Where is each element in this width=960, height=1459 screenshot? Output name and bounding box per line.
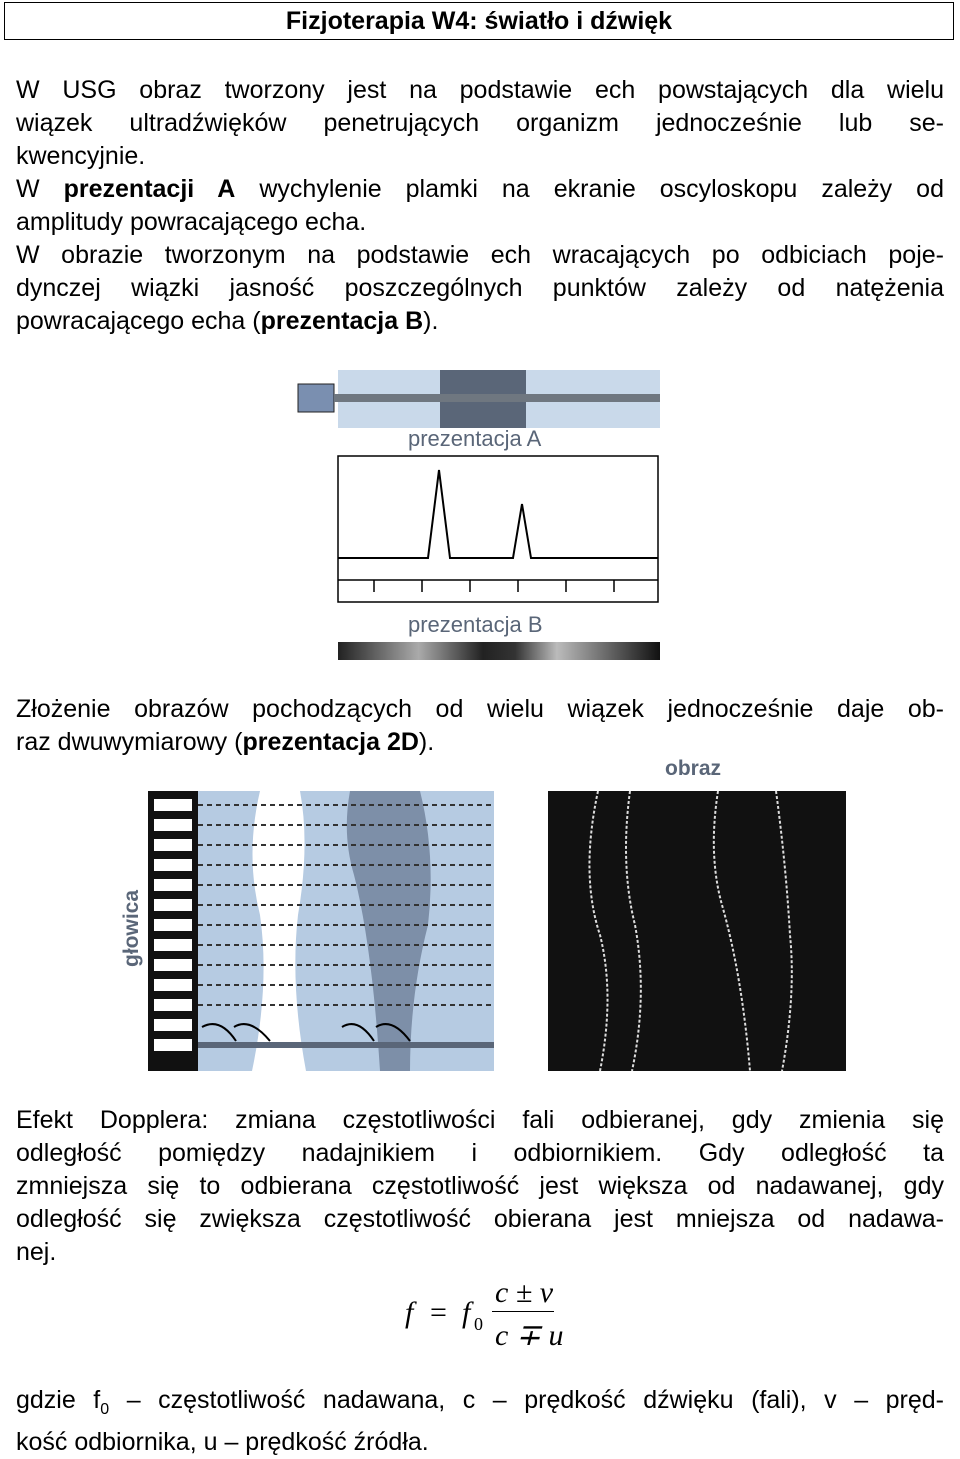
doppler-formula (400, 1276, 600, 1366)
beam-line (334, 394, 660, 402)
b-mode-bar (338, 642, 660, 660)
formula-equals: = (430, 1296, 447, 1329)
text-line (16, 173, 944, 206)
text-line: odległość pomiędzy nadajnikiem i odbiornikiem. Gdy odległość ta (16, 1139, 944, 1167)
image-display (548, 791, 846, 1071)
formula-numerator: c ± v (495, 1276, 554, 1309)
text-line (16, 1384, 944, 1426)
text-line: Złożenie obrazów pochodzących od wielu wiązek jednocześnie daje ob- (16, 695, 944, 723)
text-line: W USG obraz tworzony jest na podstawie ech powstających dla wielu (16, 76, 944, 104)
a-mode-trace (338, 470, 658, 558)
tissue-area (148, 791, 494, 1071)
label-prezentacja-a: prezentacja A (408, 426, 542, 451)
bold-term: prezentacja B (260, 307, 424, 335)
axis-ticks (374, 580, 614, 592)
text-line: zmniejsza się to odbierana częstotliwość jest większa od nadawanej, gdy (16, 1172, 944, 1200)
paragraph-2d (16, 693, 944, 759)
text-line: nej. (16, 1238, 57, 1266)
text-fragment: – częstotliwość nadawana, c – prędkość dźwięku (fali), v – pręd- (109, 1386, 944, 1414)
text-fragment: gdzie f (16, 1386, 101, 1414)
label-obraz: obraz (665, 757, 722, 780)
formula-lhs: f (405, 1296, 414, 1329)
text-line: kość odbiornika, u – prędkość źródła. (16, 1428, 429, 1456)
text-fragment: powracającego echa ( (16, 307, 261, 335)
formula-f0: f (462, 1296, 471, 1329)
paragraph-usg (16, 74, 944, 338)
page-title (4, 2, 954, 40)
text-fragment: ). (418, 728, 435, 756)
label-glowica: głowica (120, 889, 143, 967)
title-text: Fizjoterapia W4: światło i dźwięk (285, 6, 673, 35)
formula-denominator: c ∓ u (495, 1319, 564, 1352)
text-fragment: ). (423, 307, 439, 335)
text-line: Efekt Dopplera: zmiana częstotliwości fali odbieranej, gdy zmienia się (16, 1106, 944, 1134)
paragraph-doppler (16, 1104, 944, 1269)
text-line: wiązek ultradźwięków penetrujących organizm jednocześnie lub se- (16, 109, 944, 137)
fraction-bar (492, 1311, 554, 1312)
subscript: 0 (100, 1401, 110, 1418)
text-line: W obrazie tworzonym na podstawie ech wracających po odbiciach poje- (16, 241, 944, 269)
text-line: kwencyjnie. (16, 142, 146, 170)
probe-icon (298, 384, 334, 412)
text-fragment: raz dwuwymiarowy ( (16, 728, 243, 756)
figure-2d-presentation (110, 755, 850, 1075)
figure-a-b-presentation (298, 370, 662, 662)
label-prezentacja-b: prezentacja B (408, 612, 543, 637)
text-line: dynczej wiązki jasność poszczególnych punktów zależy od natężenia (16, 274, 944, 302)
text-line: odległość się zwiększa częstotliwość obierana jest mniejsza od nadawa- (16, 1205, 944, 1233)
text-line: amplitudy powracającego echa. (16, 208, 367, 236)
text-line (16, 305, 944, 338)
paragraph-legend (16, 1384, 944, 1459)
bold-term: prezentacja 2D (242, 728, 419, 756)
text-fragment: W (16, 175, 64, 203)
bold-term: prezentacji A (63, 175, 236, 203)
text-fragment: wychylenie plamki na ekranie oscyloskopu zależy od (235, 175, 944, 203)
formula-f0-subscript: 0 (474, 1314, 483, 1334)
